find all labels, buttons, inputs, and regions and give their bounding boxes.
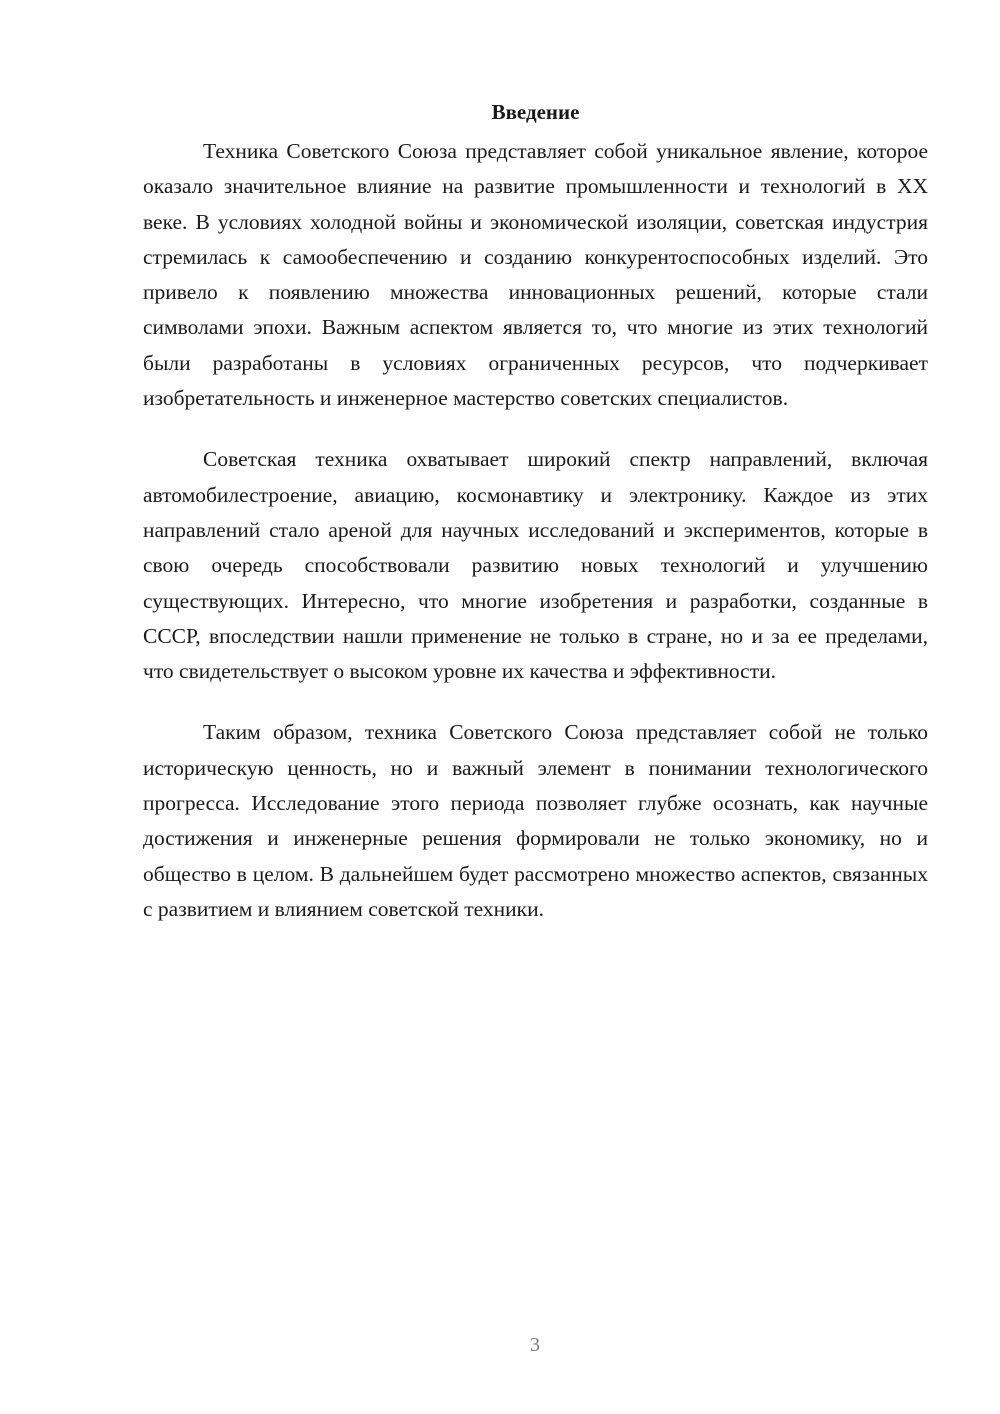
section-title: Введение	[491, 100, 580, 124]
page-number: 3	[530, 1334, 540, 1356]
paragraph: Советская техника охватывает широкий спектр направлений, включая автомобилестроение, авиацию, космонавтику и электронику. Каждое из этих направлений стало ареной для научных исследований и экспериментов, которые в свою очередь способствовали развитию новых технологий и улучшению существующих. Интересно, что многие изобретения и разработки, созданные в СССР, впоследствии нашли применение не только в стране, но и за ее пределами, что свидетельствует о высоком уровне их качества и эффективности.	[143, 447, 928, 684]
paragraph: Техника Советского Союза представляет собой уникальное явление, которое оказало значительное влияние на развитие промышленности и технологий в XX веке. В условиях холодной войны и экономической изоляции, советская индустрия стремилась к самообеспечению и созданию конкурентоспособных изделий. Это привело к появлению множества инновационных решений, которые стали символами эпохи. Важным аспектом является то, что многие из этих технологий были разработаны в условиях ограниченных ресурсов, что подчеркивает изобретательность и инженерное мастерство советских специалистов.	[143, 139, 928, 411]
paragraph: Таким образом, техника Советского Союза представляет собой не только историческую ценность, но и важный элемент в понимании технологического прогресса. Исследование этого периода позволяет глубже осознать, как научные достижения и инженерные решения формировали не только экономику, но и общество в целом. В дальнейшем будет рассмотрено множество аспектов, связанных с развитием и влиянием советской техники.	[143, 720, 928, 921]
page-content	[143, 98, 928, 953]
